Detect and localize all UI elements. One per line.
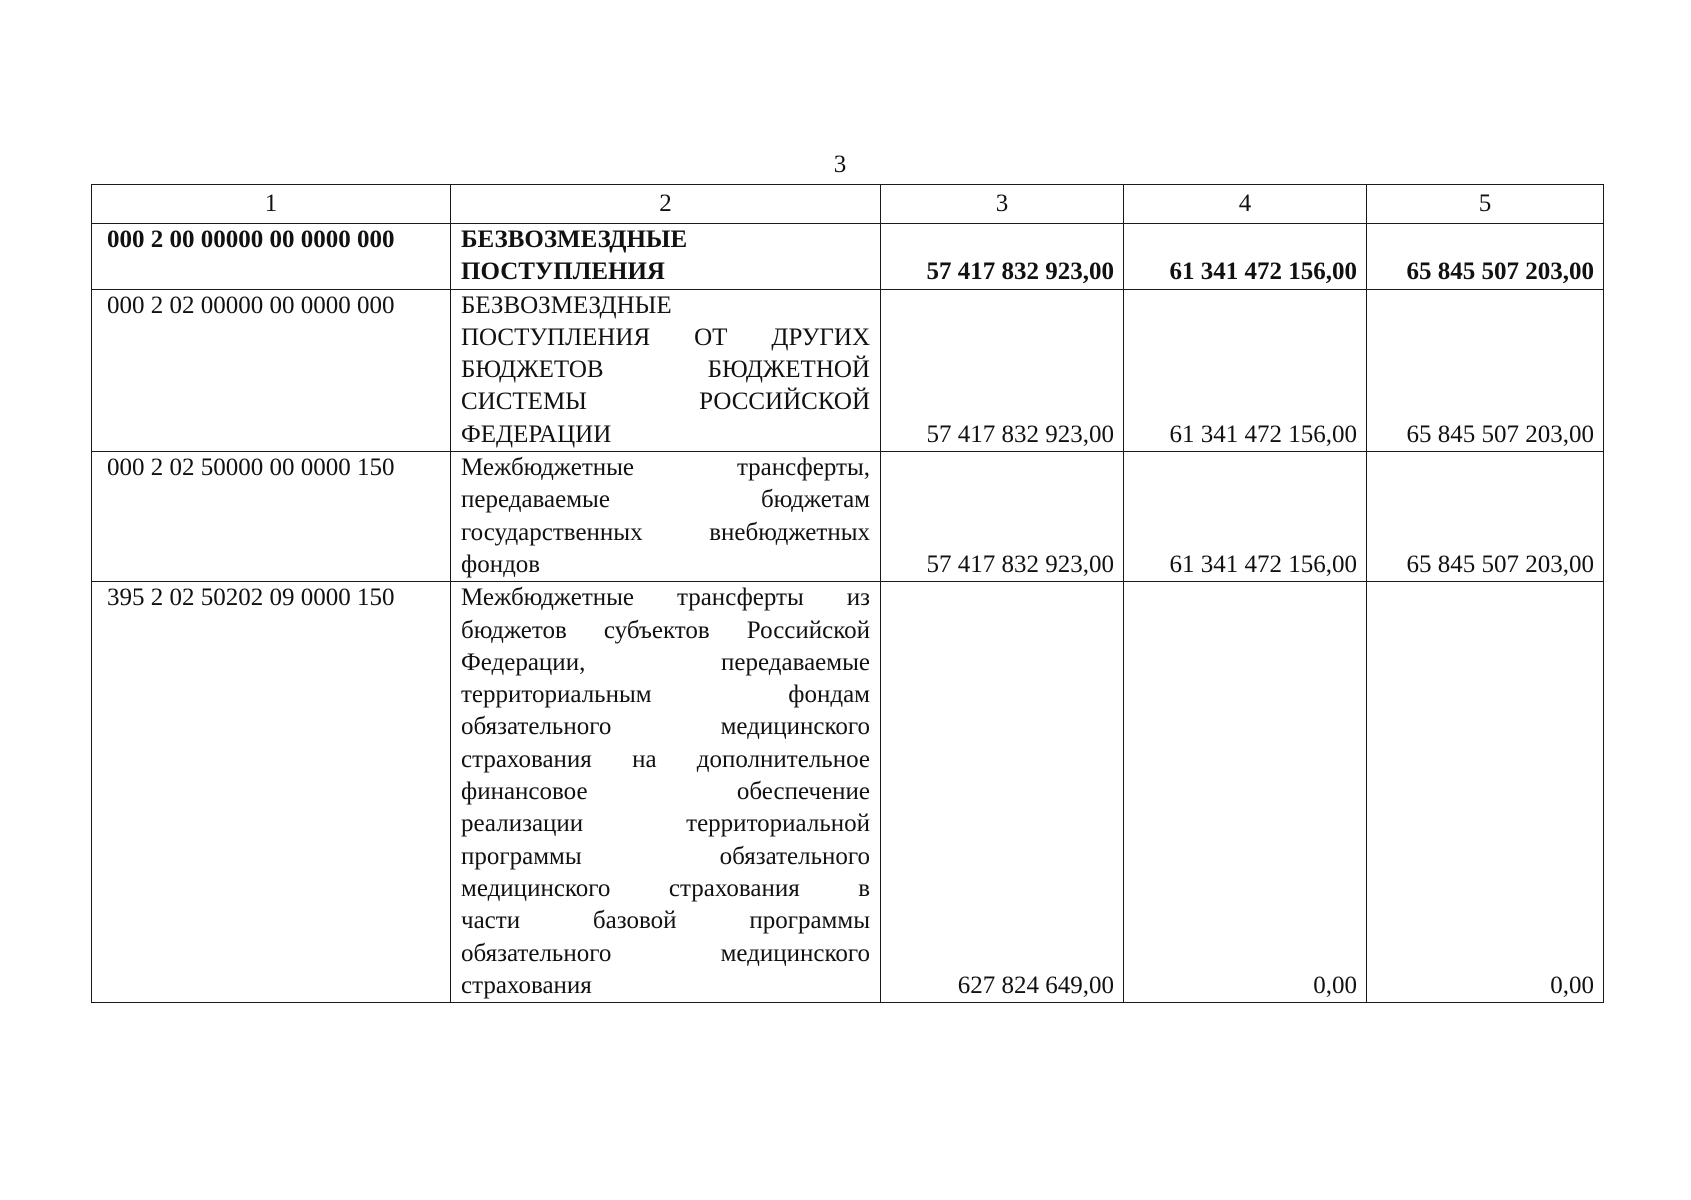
revenue-name-line: финансовое обеспечение bbox=[461, 778, 870, 806]
amount-year-3: 65 845 507 203,00 bbox=[1367, 452, 1604, 582]
revenue-name-line: передаваемые бюджетам bbox=[461, 486, 870, 514]
table-row bbox=[92, 224, 1604, 290]
amount-year-1: 57 417 832 923,00 bbox=[881, 224, 1124, 290]
budget-code: 395 2 02 50202 09 0000 150 bbox=[92, 582, 451, 1003]
revenue-name-line: государственных внебюджетных bbox=[461, 518, 870, 546]
revenue-name-line: ФЕДЕРАЦИИ bbox=[461, 420, 612, 448]
table-row bbox=[92, 289, 1604, 451]
budget-code: 000 2 02 50000 00 0000 150 bbox=[92, 452, 451, 582]
table-row bbox=[92, 452, 1604, 582]
revenue-name bbox=[451, 289, 881, 451]
revenue-name-line: СИСТЕМЫ РОССИЙСКОЙ bbox=[461, 388, 870, 416]
column-number-row bbox=[92, 185, 1604, 224]
revenue-name-line: Федерации, передаваемые bbox=[461, 648, 870, 676]
revenue-name-line: ПОСТУПЛЕНИЯ bbox=[461, 258, 665, 286]
revenue-name-line: Межбюджетные трансферты, bbox=[461, 454, 870, 482]
page-number: 3 bbox=[833, 151, 847, 178]
amount-year-2: 61 341 472 156,00 bbox=[1124, 452, 1367, 582]
revenue-table bbox=[91, 184, 1604, 1003]
column-number-3: 3 bbox=[881, 185, 1124, 224]
revenue-name-line: БЮДЖЕТОВ БЮДЖЕТНОЙ bbox=[461, 356, 870, 384]
amount-year-2: 61 341 472 156,00 bbox=[1124, 224, 1367, 290]
amount-year-2: 61 341 472 156,00 bbox=[1124, 289, 1367, 451]
revenue-name-line: программы обязательного bbox=[461, 842, 870, 870]
amount-year-3: 65 845 507 203,00 bbox=[1367, 224, 1604, 290]
column-number-1: 1 bbox=[92, 185, 451, 224]
revenue-name-line: БЕЗВОЗМЕЗДНЫЕ bbox=[461, 226, 688, 253]
table-row bbox=[92, 582, 1604, 1003]
revenue-name-line: фондов bbox=[461, 550, 541, 578]
revenue-name-line: территориальным фондам bbox=[461, 681, 870, 709]
revenue-name-line: Межбюджетные трансферты из bbox=[461, 584, 870, 612]
revenue-name-line: БЕЗВОЗМЕЗДНЫЕ bbox=[461, 291, 672, 319]
revenue-name-line: страхования bbox=[461, 971, 592, 999]
amount-year-1: 57 417 832 923,00 bbox=[881, 452, 1124, 582]
column-number-4: 4 bbox=[1124, 185, 1367, 224]
revenue-name-line: бюджетов субъектов Российской bbox=[461, 616, 870, 644]
revenue-name bbox=[451, 224, 881, 290]
revenue-name bbox=[451, 582, 881, 1003]
revenue-name bbox=[451, 452, 881, 582]
revenue-name-line: обязательного медицинского bbox=[461, 713, 870, 741]
column-number-2: 2 bbox=[451, 185, 881, 224]
amount-year-3: 0,00 bbox=[1367, 582, 1604, 1003]
revenue-name-line: ПОСТУПЛЕНИЯ ОТ ДРУГИХ bbox=[461, 323, 870, 351]
revenue-name-line: обязательного медицинского bbox=[461, 939, 870, 967]
amount-year-2: 0,00 bbox=[1124, 582, 1367, 1003]
revenue-name-line: медицинского страхования в bbox=[461, 874, 870, 902]
revenue-name-line: страхования на дополнительное bbox=[461, 745, 870, 773]
revenue-name-line: реализации территориальной bbox=[461, 810, 870, 838]
budget-code: 000 2 02 00000 00 0000 000 bbox=[92, 289, 451, 451]
revenue-name-line: части базовой программы bbox=[461, 907, 870, 935]
amount-year-3: 65 845 507 203,00 bbox=[1367, 289, 1604, 451]
budget-code: 000 2 00 00000 00 0000 000 bbox=[92, 224, 451, 290]
amount-year-1: 627 824 649,00 bbox=[881, 582, 1124, 1003]
amount-year-1: 57 417 832 923,00 bbox=[881, 289, 1124, 451]
column-number-5: 5 bbox=[1367, 185, 1604, 224]
